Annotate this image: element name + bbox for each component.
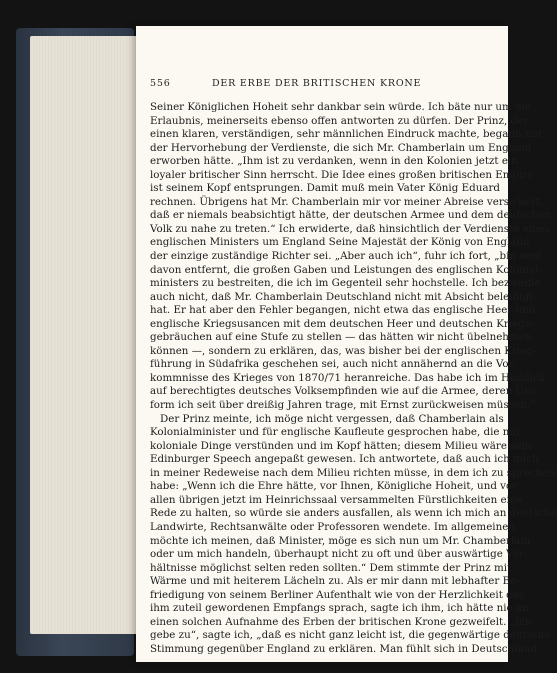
text-line: ihm zuteil gewordenen Empfangs sprach, sagte ich ihm, ich hätte nie an [150, 602, 529, 615]
running-head [150, 78, 496, 94]
text-line: einen solchen Aufnahme des Erben der britischen Krone gezweifelt. „Ich [150, 615, 532, 628]
text-line: Kolonialminister und für englische Kaufleute gesprochen habe, die nur [150, 426, 521, 439]
text-line: davon entfernt, die großen Gaben und Leistungen des englischen Kolonial- [150, 263, 542, 276]
text-line: der Hervorhebung der Verdienste, die sich Mr. Chamberlain um England [150, 141, 532, 154]
text-line: kommnisse des Krieges von 1870/71 heranreiche. Das habe ich im Hinblick [150, 371, 546, 384]
text-line: in meiner Redeweise nach dem Milieu richten müsse, in dem ich zu sprechen [150, 466, 555, 479]
text-line: auf berechtigtes deutsches Volksempfinden wie auf die Armee, deren Uni- [150, 385, 538, 398]
text-line: auch nicht, daß Mr. Chamberlain Deutschland nicht mit Absicht beleidigt [150, 290, 534, 303]
text-line: Wärme und mit heiterem Lächeln zu. Als er mir dann mit lebhafter Be- [150, 575, 520, 588]
text-line: Volk zu nahe zu treten.“ Ich erwiderte, daß hinsichtlich der Verdienste eines [150, 222, 550, 235]
text-line: englischen Ministers um England Seine Majestät der König von England [150, 236, 530, 249]
text-line: Der Prinz meinte, ich möge nicht vergessen, daß Chamberlain als [160, 412, 504, 425]
text-line: möchte ich meinen, daß Minister, möge es sich nun um Mr. Chamberlain [150, 534, 531, 547]
body-text [150, 101, 557, 656]
page-number: 556 [150, 78, 171, 89]
text-line: Stimmung gegenüber England zu erklären. Man fühlt sich in Deutschland [150, 642, 537, 655]
text-line: können —, sondern zu erklären, das, was bisher bei der englischen Krieg- [150, 344, 537, 357]
text-line: habe: „Wenn ich die Ehre hätte, vor Ihnen, Königliche Hoheit, und vor [150, 480, 518, 493]
text-line: oder um mich handeln, überhaupt nicht zu oft und über auswärtige Ver- [150, 548, 528, 561]
text-line: Erlaubnis, meinerseits ebenso offen antworten zu dürfen. Der Prinz, der [150, 114, 529, 127]
text-line: koloniale Dinge verstünden und im Kopf hätten; diesem Milieu wäre sein [150, 439, 532, 452]
text-line: ministers zu bestreiten, die ich im Gegenteil sehr hochstelle. Ich bezweifle [150, 277, 541, 290]
text-line: friedigung von seinem Berliner Aufenthalt wie von der Herzlichkeit des [150, 588, 525, 601]
text-line: hat. Er hat aber den Fehler begangen, nicht etwa das englische Heer und [150, 304, 536, 317]
text-line: der einzige zuständige Richter sei. „Aber auch ich“, fuhr ich fort, „bin weit [150, 250, 542, 263]
text-line: allen übrigen jetzt im Heinrichssaal versammelten Fürstlichkeiten eine [150, 493, 523, 506]
text-line: englische Kriegsusancen mit dem deutschen Heer und deutschen Kriegs- [150, 317, 534, 330]
text-line: loyaler britischer Sinn herrscht. Die Idee eines großen britischen Empire [150, 168, 534, 181]
text-line: Rede zu halten, so würde sie anders ausfallen, als wenn ich mich an deutsche [150, 507, 557, 520]
text-line: rechnen. Übrigens hat Mr. Chamberlain mir vor meiner Abreise versichert, [150, 195, 544, 208]
text-line: Landwirte, Rechtsanwälte oder Professoren wendete. Im allgemeinen [150, 520, 515, 533]
text-line: gebräuchen auf eine Stufe zu stellen — das hätten wir nicht übelnehmen [150, 331, 532, 344]
text-line: erworben hätte. „Ihm ist zu verdanken, wenn in den Kolonien jetzt ein [150, 155, 518, 168]
page-edges [30, 36, 140, 634]
text-line: ist seinem Kopf entsprungen. Damit muß mein Vater König Eduard [150, 182, 500, 195]
text-line: Edinburger Speech angepaßt gewesen. Ich antwortete, daß auch ich mich [150, 453, 539, 466]
text-line: führung in Südafrika geschehen sei, auch nicht annähernd an die Vor- [150, 358, 517, 371]
text-line: daß er niemals beabsichtigt hätte, der deutschen Armee und dem deutschen [150, 209, 551, 222]
text-line: gebe zu“, sagte ich, „daß es nicht ganz leicht ist, die gegenwärtige deutsche [150, 629, 551, 642]
text-line: Seiner Königlichen Hoheit sehr dankbar sein würde. Ich bäte nur um die [150, 101, 532, 113]
text-line: hältnisse möglichst selten reden sollten.“ Dem stimmte der Prinz mit [150, 561, 512, 574]
running-title: DER ERBE DER BRITISCHEN KRONE [212, 78, 422, 89]
text-line: form ich seit über dreißig Jahren trage, mit Ernst zurückweisen müssen.“ [150, 399, 536, 412]
book-page [136, 26, 557, 662]
text-line: einen klaren, verständigen, sehr männlichen Eindruck machte, begann mit [150, 128, 543, 141]
